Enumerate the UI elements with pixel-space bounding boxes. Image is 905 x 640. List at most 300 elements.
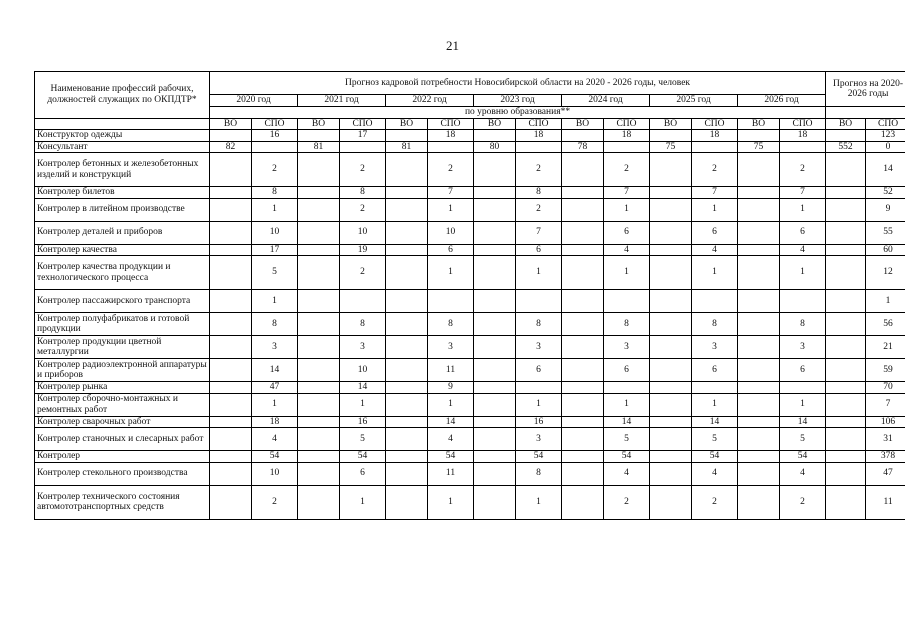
profession-name-cell: Контролер станочных и слесарных работ bbox=[35, 428, 210, 451]
profession-name-cell: Контролер в литейном производстве bbox=[35, 198, 210, 221]
value-cell bbox=[738, 256, 780, 290]
value-cell bbox=[562, 153, 604, 187]
value-cell: 9 bbox=[428, 382, 474, 394]
profession-name-cell: Контролер рынка bbox=[35, 382, 210, 394]
value-cell bbox=[826, 153, 866, 187]
value-cell bbox=[210, 130, 252, 142]
value-cell: 10 bbox=[252, 221, 298, 244]
profession-name-cell: Контролер пассажирского транспорта bbox=[35, 290, 210, 313]
value-cell bbox=[210, 382, 252, 394]
value-cell bbox=[738, 130, 780, 142]
value-cell bbox=[386, 244, 428, 256]
total-forecast-header: Прогноз на 2020-2026 годы bbox=[826, 72, 905, 107]
value-cell: 31 bbox=[866, 428, 905, 451]
value-cell bbox=[474, 313, 516, 336]
value-cell: 3 bbox=[604, 336, 650, 359]
value-cell bbox=[210, 313, 252, 336]
value-cell: 10 bbox=[252, 462, 298, 485]
value-cell bbox=[738, 221, 780, 244]
table-row bbox=[35, 336, 905, 359]
value-cell bbox=[210, 451, 252, 463]
profession-name-cell: Контролер полуфабрикатов и готовой продукции bbox=[35, 313, 210, 336]
value-cell bbox=[738, 451, 780, 463]
value-cell bbox=[826, 359, 866, 382]
vo-header: ВО bbox=[826, 118, 866, 130]
value-cell: 54 bbox=[428, 451, 474, 463]
value-cell bbox=[738, 485, 780, 519]
value-cell: 47 bbox=[866, 462, 905, 485]
value-cell: 11 bbox=[866, 485, 905, 519]
value-cell bbox=[386, 290, 428, 313]
value-cell: 7 bbox=[692, 187, 738, 199]
value-cell: 1 bbox=[428, 485, 474, 519]
value-cell bbox=[826, 428, 866, 451]
value-cell bbox=[562, 382, 604, 394]
value-cell bbox=[428, 290, 474, 313]
value-cell: 1 bbox=[252, 198, 298, 221]
value-cell: 123 bbox=[866, 130, 905, 142]
value-cell bbox=[474, 198, 516, 221]
value-cell bbox=[516, 141, 562, 153]
vo-header: ВО bbox=[210, 118, 252, 130]
value-cell bbox=[386, 462, 428, 485]
profession-name-cell: Консультант bbox=[35, 141, 210, 153]
value-cell: 47 bbox=[252, 382, 298, 394]
value-cell bbox=[826, 130, 866, 142]
value-cell: 14 bbox=[866, 153, 905, 187]
value-cell bbox=[386, 187, 428, 199]
value-cell bbox=[650, 198, 692, 221]
value-cell bbox=[210, 416, 252, 428]
value-cell bbox=[826, 336, 866, 359]
table-row bbox=[35, 141, 905, 153]
value-cell: 1 bbox=[692, 393, 738, 416]
profession-name-cell: Контролер bbox=[35, 451, 210, 463]
spo-header: СПО bbox=[516, 118, 562, 130]
value-cell: 52 bbox=[866, 187, 905, 199]
value-cell: 3 bbox=[340, 336, 386, 359]
value-cell: 3 bbox=[780, 336, 826, 359]
value-cell: 1 bbox=[340, 393, 386, 416]
value-cell: 1 bbox=[780, 198, 826, 221]
value-cell bbox=[562, 130, 604, 142]
value-cell bbox=[738, 382, 780, 394]
value-cell bbox=[210, 221, 252, 244]
value-cell: 6 bbox=[692, 221, 738, 244]
value-cell: 82 bbox=[210, 141, 252, 153]
value-cell: 1 bbox=[780, 393, 826, 416]
value-cell: 7 bbox=[780, 187, 826, 199]
year-header: 2025 год bbox=[650, 95, 738, 107]
value-cell: 2 bbox=[340, 256, 386, 290]
value-cell bbox=[650, 451, 692, 463]
value-cell: 18 bbox=[780, 130, 826, 142]
spo-header: СПО bbox=[692, 118, 738, 130]
value-cell bbox=[386, 359, 428, 382]
value-cell: 4 bbox=[604, 462, 650, 485]
profession-name-cell: Контролер билетов bbox=[35, 187, 210, 199]
value-cell bbox=[210, 359, 252, 382]
value-cell bbox=[826, 382, 866, 394]
value-cell bbox=[252, 141, 298, 153]
table-row bbox=[35, 130, 905, 142]
value-cell bbox=[650, 153, 692, 187]
value-cell: 3 bbox=[516, 336, 562, 359]
vo-header: ВО bbox=[650, 118, 692, 130]
value-cell: 1 bbox=[428, 198, 474, 221]
value-cell bbox=[474, 428, 516, 451]
value-cell: 19 bbox=[340, 244, 386, 256]
value-cell bbox=[826, 313, 866, 336]
value-cell: 10 bbox=[340, 359, 386, 382]
value-cell bbox=[210, 198, 252, 221]
value-cell: 1 bbox=[516, 256, 562, 290]
vo-header: ВО bbox=[738, 118, 780, 130]
value-cell: 8 bbox=[604, 313, 650, 336]
value-cell: 18 bbox=[692, 130, 738, 142]
value-cell bbox=[474, 451, 516, 463]
value-cell: 10 bbox=[428, 221, 474, 244]
blank-header-cell bbox=[826, 107, 905, 119]
value-cell: 4 bbox=[780, 462, 826, 485]
value-cell: 6 bbox=[428, 244, 474, 256]
value-cell bbox=[650, 428, 692, 451]
value-cell bbox=[386, 313, 428, 336]
value-cell: 21 bbox=[866, 336, 905, 359]
value-cell bbox=[386, 221, 428, 244]
value-cell: 54 bbox=[780, 451, 826, 463]
profession-name-cell: Контролер радиоэлектронной аппаратуры и приборов bbox=[35, 359, 210, 382]
value-cell bbox=[386, 485, 428, 519]
value-cell: 5 bbox=[252, 256, 298, 290]
value-cell bbox=[210, 187, 252, 199]
value-cell bbox=[562, 221, 604, 244]
value-cell bbox=[386, 428, 428, 451]
value-cell: 18 bbox=[428, 130, 474, 142]
value-cell bbox=[650, 187, 692, 199]
value-cell: 14 bbox=[428, 416, 474, 428]
value-cell bbox=[386, 382, 428, 394]
value-cell: 7 bbox=[428, 187, 474, 199]
value-cell: 75 bbox=[738, 141, 780, 153]
value-cell bbox=[516, 290, 562, 313]
profession-name-cell: Контролер деталей и приборов bbox=[35, 221, 210, 244]
value-cell: 7 bbox=[516, 221, 562, 244]
value-cell: 4 bbox=[692, 244, 738, 256]
value-cell: 2 bbox=[780, 153, 826, 187]
value-cell bbox=[692, 141, 738, 153]
value-cell: 378 bbox=[866, 451, 905, 463]
value-cell bbox=[474, 416, 516, 428]
value-cell bbox=[562, 462, 604, 485]
value-cell bbox=[826, 416, 866, 428]
value-cell: 14 bbox=[604, 416, 650, 428]
value-cell bbox=[298, 336, 340, 359]
table-row bbox=[35, 244, 905, 256]
value-cell bbox=[650, 244, 692, 256]
table-row bbox=[35, 256, 905, 290]
value-cell: 18 bbox=[252, 416, 298, 428]
value-cell: 1 bbox=[428, 393, 474, 416]
profession-name-cell: Конструктор одежды bbox=[35, 130, 210, 142]
value-cell bbox=[562, 313, 604, 336]
value-cell bbox=[826, 244, 866, 256]
value-cell bbox=[650, 290, 692, 313]
value-cell: 1 bbox=[252, 393, 298, 416]
value-cell bbox=[562, 416, 604, 428]
value-cell: 1 bbox=[604, 393, 650, 416]
value-cell bbox=[474, 290, 516, 313]
value-cell: 552 bbox=[826, 141, 866, 153]
value-cell bbox=[780, 290, 826, 313]
value-cell: 2 bbox=[252, 485, 298, 519]
value-cell bbox=[474, 485, 516, 519]
value-cell bbox=[650, 336, 692, 359]
value-cell bbox=[210, 244, 252, 256]
table-row bbox=[35, 187, 905, 199]
value-cell bbox=[562, 451, 604, 463]
value-cell: 54 bbox=[604, 451, 650, 463]
table-row bbox=[35, 428, 905, 451]
value-cell bbox=[738, 313, 780, 336]
vo-header: ВО bbox=[474, 118, 516, 130]
value-cell bbox=[386, 130, 428, 142]
value-cell bbox=[738, 290, 780, 313]
value-cell bbox=[298, 416, 340, 428]
value-cell: 4 bbox=[252, 428, 298, 451]
spo-header: СПО bbox=[428, 118, 474, 130]
value-cell: 8 bbox=[516, 313, 562, 336]
year-header: 2021 год bbox=[298, 95, 386, 107]
value-cell bbox=[210, 336, 252, 359]
value-cell: 70 bbox=[866, 382, 905, 394]
value-cell: 2 bbox=[780, 485, 826, 519]
value-cell bbox=[692, 290, 738, 313]
value-cell: 8 bbox=[340, 187, 386, 199]
value-cell: 6 bbox=[516, 359, 562, 382]
table-header bbox=[35, 72, 905, 130]
value-cell bbox=[474, 359, 516, 382]
value-cell: 10 bbox=[340, 221, 386, 244]
value-cell: 6 bbox=[692, 359, 738, 382]
value-cell bbox=[298, 256, 340, 290]
value-cell bbox=[298, 221, 340, 244]
value-cell bbox=[516, 382, 562, 394]
value-cell: 8 bbox=[340, 313, 386, 336]
value-cell: 18 bbox=[516, 130, 562, 142]
value-cell bbox=[474, 393, 516, 416]
value-cell bbox=[562, 336, 604, 359]
value-cell: 18 bbox=[604, 130, 650, 142]
value-cell bbox=[826, 290, 866, 313]
value-cell bbox=[386, 393, 428, 416]
value-cell bbox=[386, 416, 428, 428]
profession-name-cell: Контролер бетонных и железобетонных изделий и конструкций bbox=[35, 153, 210, 187]
value-cell: 0 bbox=[866, 141, 905, 153]
table-row bbox=[35, 451, 905, 463]
value-cell: 5 bbox=[692, 428, 738, 451]
value-cell: 78 bbox=[562, 141, 604, 153]
value-cell: 1 bbox=[604, 256, 650, 290]
value-cell bbox=[738, 198, 780, 221]
value-cell: 55 bbox=[866, 221, 905, 244]
value-cell: 14 bbox=[780, 416, 826, 428]
value-cell bbox=[692, 382, 738, 394]
table-row bbox=[35, 462, 905, 485]
value-cell: 14 bbox=[340, 382, 386, 394]
value-cell: 1 bbox=[692, 256, 738, 290]
table-row bbox=[35, 198, 905, 221]
value-cell bbox=[604, 382, 650, 394]
value-cell bbox=[826, 187, 866, 199]
value-cell: 2 bbox=[340, 198, 386, 221]
value-cell bbox=[474, 153, 516, 187]
value-cell: 81 bbox=[298, 141, 340, 153]
value-cell bbox=[780, 141, 826, 153]
value-cell bbox=[826, 393, 866, 416]
value-cell: 17 bbox=[340, 130, 386, 142]
value-cell: 8 bbox=[780, 313, 826, 336]
value-cell bbox=[386, 336, 428, 359]
value-cell bbox=[298, 313, 340, 336]
value-cell: 80 bbox=[474, 141, 516, 153]
value-cell: 9 bbox=[866, 198, 905, 221]
value-cell bbox=[474, 244, 516, 256]
value-cell: 1 bbox=[252, 290, 298, 313]
value-cell: 8 bbox=[252, 313, 298, 336]
value-cell: 3 bbox=[692, 336, 738, 359]
value-cell bbox=[562, 198, 604, 221]
profession-name-cell: Контролер технического состояния автомототранспортных средств bbox=[35, 485, 210, 519]
vo-header: ВО bbox=[562, 118, 604, 130]
value-cell bbox=[210, 290, 252, 313]
value-cell bbox=[340, 141, 386, 153]
value-cell bbox=[738, 416, 780, 428]
value-cell bbox=[298, 244, 340, 256]
value-cell bbox=[650, 313, 692, 336]
year-header: 2023 год bbox=[474, 95, 562, 107]
vo-header: ВО bbox=[298, 118, 340, 130]
value-cell bbox=[298, 359, 340, 382]
value-cell: 16 bbox=[340, 416, 386, 428]
value-cell: 6 bbox=[604, 221, 650, 244]
table-row bbox=[35, 416, 905, 428]
year-header: 2024 год bbox=[562, 95, 650, 107]
value-cell bbox=[210, 428, 252, 451]
value-cell bbox=[826, 221, 866, 244]
year-header: 2020 год bbox=[210, 95, 298, 107]
value-cell bbox=[298, 462, 340, 485]
value-cell bbox=[210, 256, 252, 290]
value-cell: 14 bbox=[252, 359, 298, 382]
page-number: 21 bbox=[446, 38, 459, 53]
value-cell: 1 bbox=[516, 393, 562, 416]
value-cell bbox=[738, 393, 780, 416]
value-cell: 3 bbox=[252, 336, 298, 359]
value-cell bbox=[562, 244, 604, 256]
value-cell: 1 bbox=[780, 256, 826, 290]
value-cell: 14 bbox=[692, 416, 738, 428]
value-cell: 8 bbox=[516, 462, 562, 485]
value-cell: 4 bbox=[604, 244, 650, 256]
value-cell bbox=[826, 462, 866, 485]
value-cell bbox=[386, 153, 428, 187]
value-cell bbox=[562, 256, 604, 290]
value-cell bbox=[738, 336, 780, 359]
value-cell bbox=[650, 130, 692, 142]
value-cell bbox=[738, 428, 780, 451]
spo-header: СПО bbox=[340, 118, 386, 130]
value-cell bbox=[386, 451, 428, 463]
value-cell bbox=[298, 382, 340, 394]
value-cell bbox=[604, 290, 650, 313]
value-cell bbox=[650, 221, 692, 244]
spo-header: СПО bbox=[252, 118, 298, 130]
profession-name-cell: Контролер качества продукции и технологического процесса bbox=[35, 256, 210, 290]
value-cell: 3 bbox=[516, 428, 562, 451]
value-cell: 6 bbox=[780, 221, 826, 244]
table-row bbox=[35, 359, 905, 382]
value-cell: 11 bbox=[428, 359, 474, 382]
value-cell: 1 bbox=[866, 290, 905, 313]
value-cell: 54 bbox=[516, 451, 562, 463]
value-cell: 6 bbox=[340, 462, 386, 485]
spo-header: СПО bbox=[604, 118, 650, 130]
value-cell bbox=[650, 382, 692, 394]
value-cell: 1 bbox=[604, 198, 650, 221]
table-row bbox=[35, 485, 905, 519]
value-cell bbox=[738, 462, 780, 485]
workforce-forecast-table bbox=[34, 71, 905, 520]
value-cell bbox=[738, 153, 780, 187]
value-cell bbox=[298, 451, 340, 463]
value-cell: 5 bbox=[604, 428, 650, 451]
value-cell: 54 bbox=[252, 451, 298, 463]
value-cell bbox=[562, 393, 604, 416]
profession-name-cell: Контролер продукции цветной металлургии bbox=[35, 336, 210, 359]
profession-name-cell: Контролер качества bbox=[35, 244, 210, 256]
value-cell bbox=[604, 141, 650, 153]
value-cell: 1 bbox=[516, 485, 562, 519]
value-cell: 16 bbox=[516, 416, 562, 428]
value-cell bbox=[386, 198, 428, 221]
value-cell: 11 bbox=[428, 462, 474, 485]
value-cell bbox=[826, 256, 866, 290]
value-cell bbox=[562, 428, 604, 451]
value-cell bbox=[340, 290, 386, 313]
value-cell bbox=[562, 187, 604, 199]
value-cell bbox=[650, 462, 692, 485]
table-row bbox=[35, 313, 905, 336]
value-cell bbox=[298, 393, 340, 416]
value-cell: 2 bbox=[604, 485, 650, 519]
value-cell bbox=[474, 336, 516, 359]
value-cell bbox=[298, 290, 340, 313]
value-cell: 54 bbox=[340, 451, 386, 463]
value-cell: 6 bbox=[604, 359, 650, 382]
value-cell bbox=[474, 221, 516, 244]
education-level-header: по уровню образования** bbox=[210, 107, 826, 119]
value-cell bbox=[474, 130, 516, 142]
table-row bbox=[35, 153, 905, 187]
value-cell: 4 bbox=[780, 244, 826, 256]
value-cell bbox=[826, 198, 866, 221]
value-cell bbox=[210, 462, 252, 485]
value-cell: 6 bbox=[516, 244, 562, 256]
value-cell bbox=[562, 485, 604, 519]
value-cell bbox=[650, 485, 692, 519]
value-cell: 75 bbox=[650, 141, 692, 153]
